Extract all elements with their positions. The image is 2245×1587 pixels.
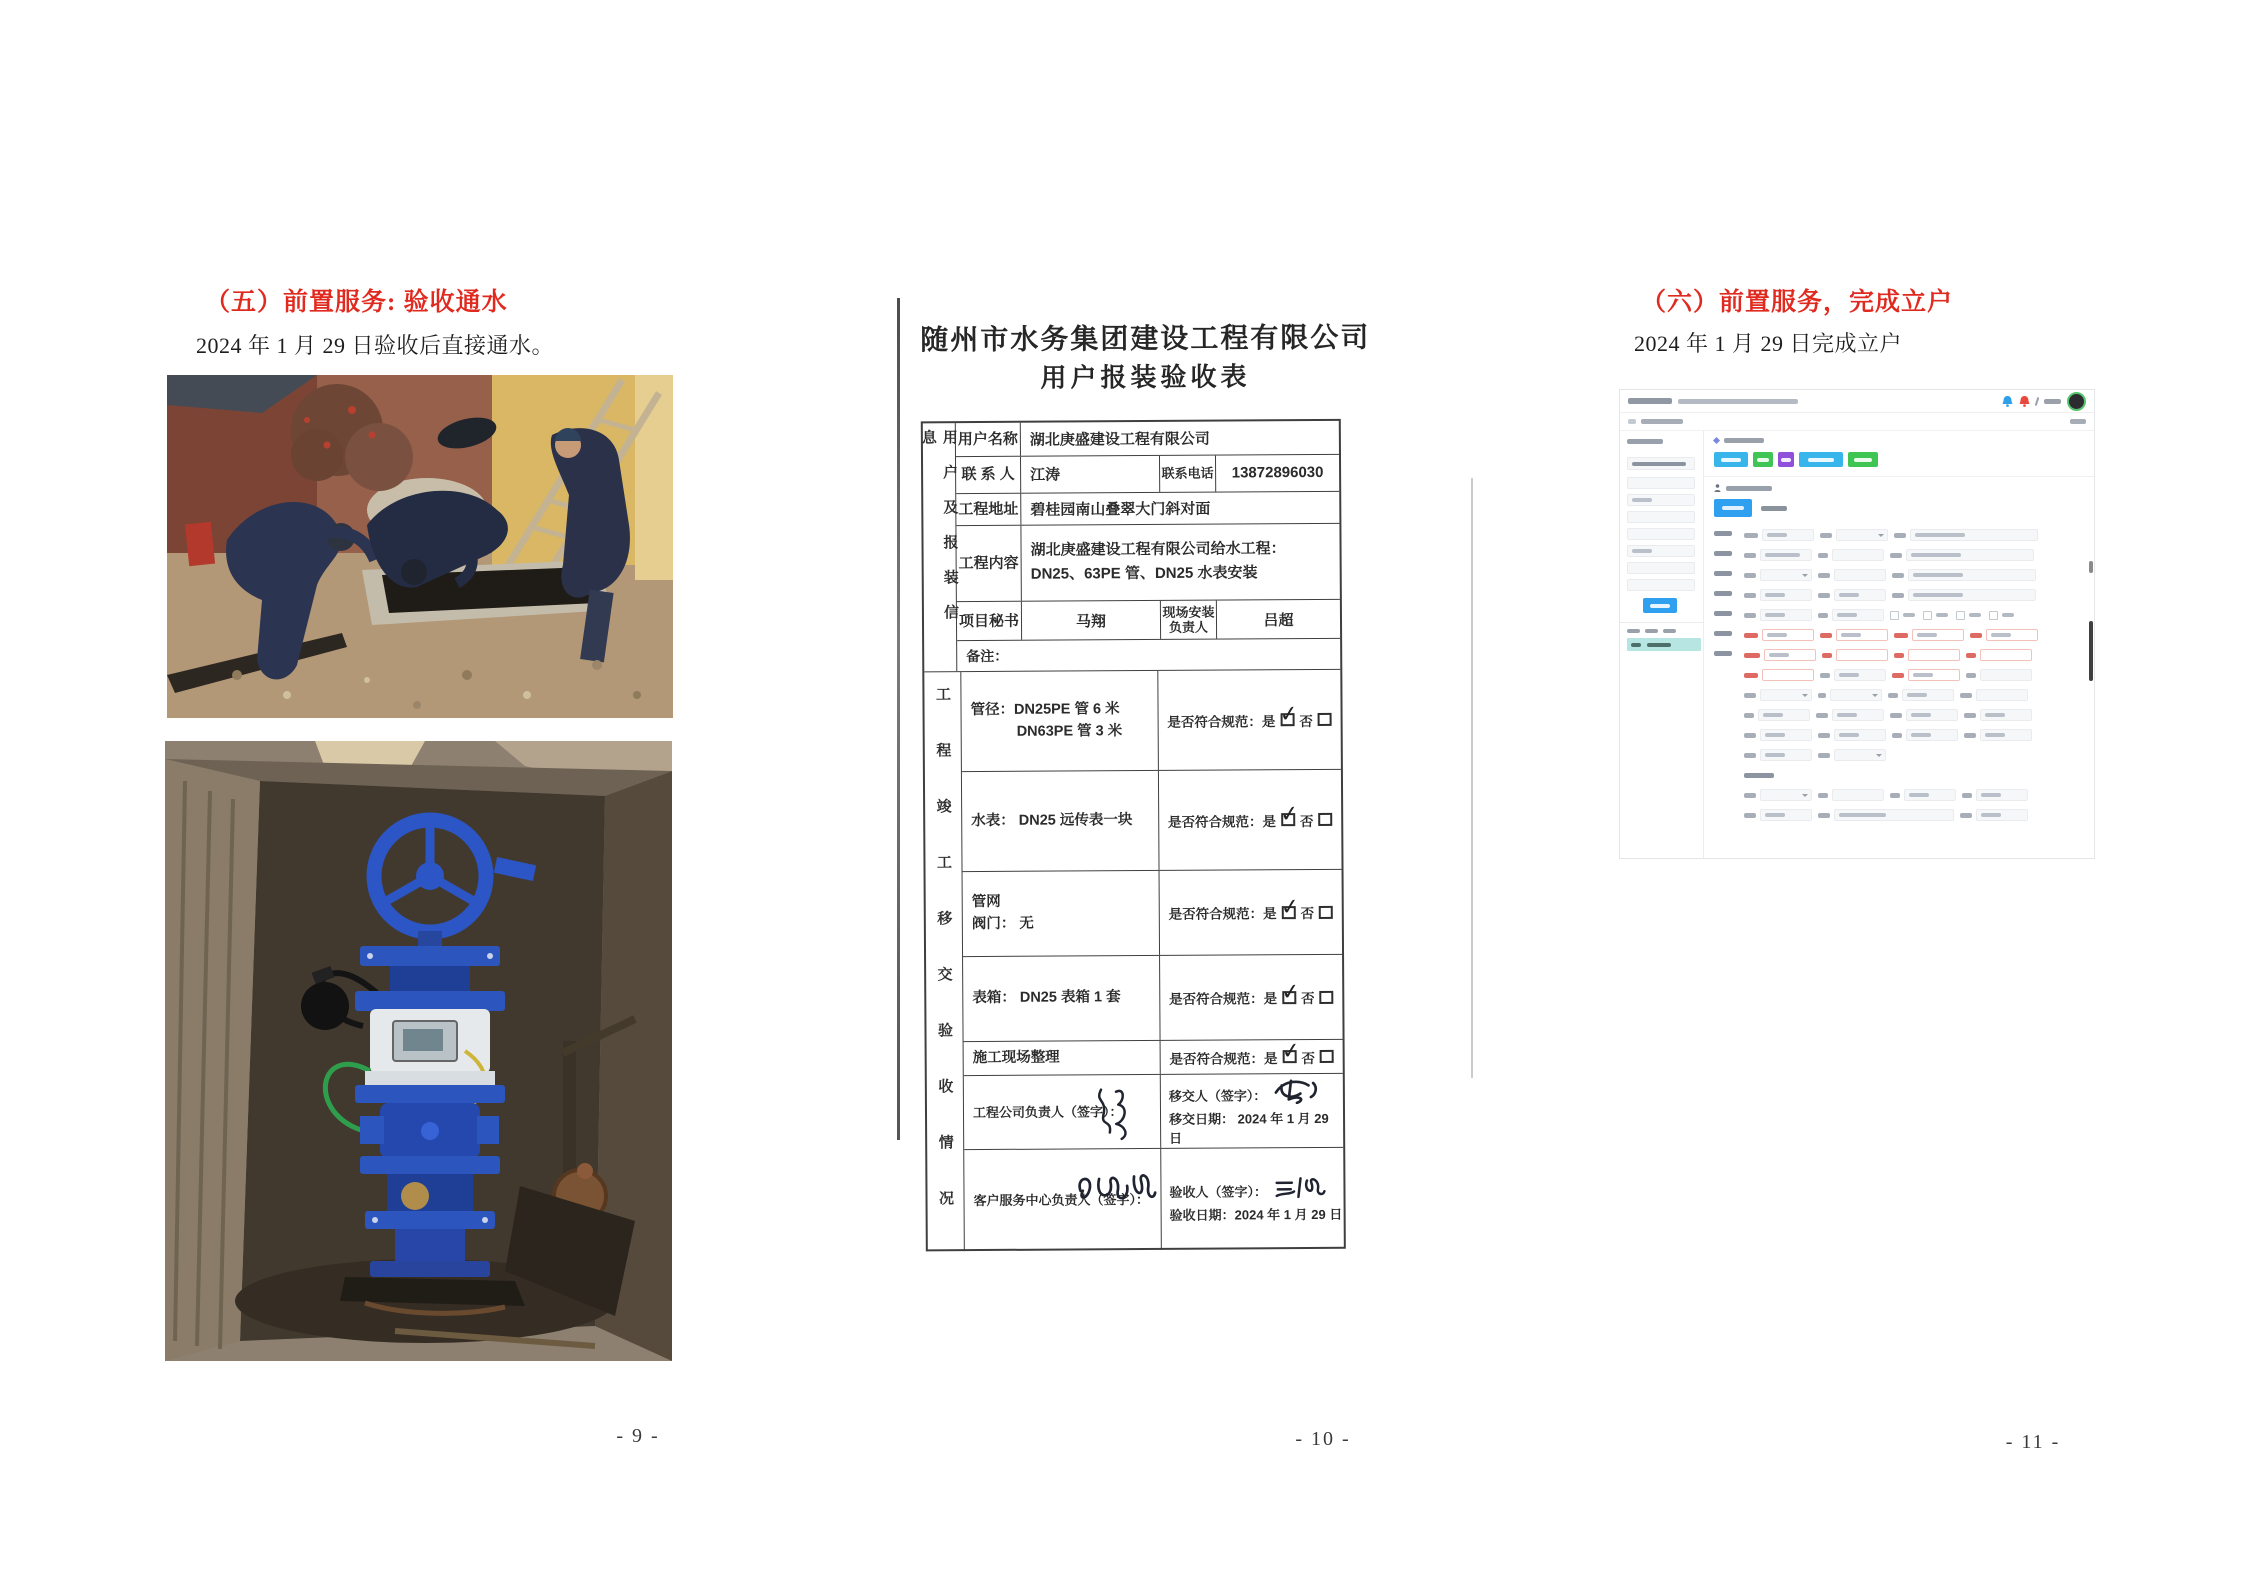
- field-label: [1744, 653, 1760, 658]
- help-text: [2070, 419, 2086, 424]
- app-title-text: [1678, 399, 1798, 404]
- sidebar-company-field: [1627, 457, 1695, 470]
- table-row: 项目秘书 马翔 现场安装 负责人 吕超: [957, 600, 1340, 641]
- field-input: [1906, 729, 1958, 741]
- sidebar-selected-row: [1627, 638, 1701, 651]
- field-input: [1980, 729, 2032, 741]
- field-label: [1818, 733, 1830, 738]
- checkbox-group: [1890, 611, 2018, 620]
- field-label: [1818, 753, 1830, 758]
- table-row: 工程公司负责人（签字）： 移交人（签字）： 移交日期： 2024 年 1 月 29 日: [964, 1074, 1343, 1150]
- form-field: [1744, 589, 1812, 601]
- chevron-down-icon: [1878, 534, 1884, 537]
- form-section-label: [1744, 765, 2084, 785]
- app-action-button: [1714, 452, 1748, 467]
- field-input: [1908, 589, 2036, 601]
- field-label: [1892, 593, 1904, 598]
- field-label: [1818, 693, 1826, 698]
- form-field: [1964, 709, 2032, 721]
- form-field: [1970, 629, 2038, 641]
- no-checkbox: [1320, 1050, 1334, 1063]
- form-field: [1744, 569, 1812, 581]
- chevron-down-icon: [1802, 694, 1808, 697]
- field-label: [1818, 793, 1828, 798]
- app-topbar: [1620, 390, 2094, 413]
- form-field: [1892, 589, 2036, 601]
- field-input: [1834, 729, 1886, 741]
- form-field-row: [1744, 745, 2084, 765]
- table-row: 客户服务中心负责人（签字）： 验收人（签字）： 验收日期：2024 年 1 月 29 日: [964, 1148, 1344, 1251]
- check-mark: ✓: [1277, 700, 1300, 728]
- notification-bell-red-icon: [2019, 395, 2030, 407]
- form-field: [1890, 789, 1956, 801]
- app-action-button: [1753, 452, 1773, 467]
- app-sidebar: [1620, 431, 1704, 859]
- field-input: [1758, 709, 1810, 721]
- no-checkbox: [1320, 990, 1334, 1003]
- field-label: [1818, 553, 1828, 558]
- field-input: [1908, 649, 1960, 661]
- table-row: 水表： DN25 远传表一块 是否符合规范：是 ✓ 否: [962, 770, 1342, 872]
- yes-checkbox-checked: [1278, 800, 1300, 828]
- side-label-handover: 工程竣工移交验收情况: [924, 672, 965, 1251]
- form-field: [1818, 689, 1882, 701]
- form-field: [1894, 649, 1960, 661]
- page-number-9: - 9 -: [616, 1425, 660, 1447]
- field-label: [1892, 673, 1904, 678]
- form-field-grid: [1744, 525, 2084, 825]
- tab-row: [1714, 499, 2084, 517]
- no-checkbox: [1318, 813, 1332, 826]
- field-input: [1760, 689, 1812, 701]
- form-field: [1818, 609, 1884, 621]
- field-input: [1908, 669, 1960, 681]
- field-label: [1962, 793, 1972, 798]
- photo-valve-pit: [165, 741, 672, 1361]
- divider-slash-icon: [2035, 396, 2040, 405]
- app-screenshot: [1619, 389, 2095, 859]
- form-field: [1818, 809, 1954, 821]
- chevron-down-icon: [1876, 754, 1882, 757]
- form-field-row: [1744, 525, 2084, 545]
- page-number-11: - 11 -: [2005, 1431, 2061, 1453]
- field-input: [1976, 809, 2028, 821]
- field-input: [1760, 809, 1812, 821]
- form-field-row: [1744, 585, 2084, 605]
- form-field: [1818, 549, 1884, 561]
- signature-service-manager: [1072, 1167, 1158, 1210]
- form-field: [1960, 689, 2028, 701]
- form-field: [1744, 529, 1814, 541]
- field-label: [1744, 553, 1756, 558]
- scan-right-edge-shadow: [1471, 478, 1473, 1078]
- field-label: [1744, 753, 1756, 758]
- section5-body-text: 2024 年 1 月 29 日验收后直接通水。: [196, 333, 555, 358]
- step-label: [1714, 591, 1732, 596]
- form-field: [1966, 649, 2032, 661]
- field-input: [1976, 789, 2028, 801]
- field-label: [1818, 573, 1830, 578]
- page-number-10: - 10 -: [1295, 1428, 1351, 1450]
- form-field-row: [1744, 785, 2084, 805]
- form-field-row: [1744, 545, 2084, 565]
- sidebar-filter-field: [1627, 528, 1695, 540]
- field-label: [1890, 713, 1902, 718]
- field-input: [1836, 649, 1888, 661]
- form-field-row: [1744, 565, 2084, 585]
- form-field-row: [1744, 625, 2084, 645]
- field-input: [1834, 749, 1886, 761]
- acceptance-table: [921, 419, 1346, 1252]
- form-field: [1894, 629, 1964, 641]
- field-label: [1816, 713, 1828, 718]
- step-label: [1714, 551, 1732, 556]
- form-field: [1964, 729, 2032, 741]
- form-field: [1816, 709, 1884, 721]
- field-input: [1908, 569, 2036, 581]
- form-field-row: [1744, 725, 2084, 745]
- table-row: 施工现场整理 是否符合规范：是 ✓ 否: [964, 1040, 1343, 1076]
- panel-section-title: [1714, 438, 2084, 443]
- field-label: [1744, 533, 1758, 538]
- form-field-row: [1744, 805, 2084, 825]
- field-label: [1888, 693, 1898, 698]
- field-label: [1890, 793, 1900, 798]
- field-label: [1744, 733, 1756, 738]
- field-label: [1818, 813, 1830, 818]
- sidebar-search-button: [1643, 598, 1677, 613]
- form-field: [1744, 609, 1812, 621]
- form-title: 用户报装验收表: [1040, 361, 1251, 393]
- field-label: [1894, 633, 1908, 638]
- check-mark: ✓: [1278, 800, 1300, 828]
- field-label: [1964, 733, 1976, 738]
- tab-active: [1714, 499, 1752, 517]
- field-input: [1910, 529, 2038, 541]
- step-label: [1714, 631, 1732, 636]
- sidebar-title-text: [1627, 439, 1663, 444]
- form-field: [1818, 569, 1886, 581]
- field-label: [1892, 733, 1902, 738]
- yes-checkbox-checked: [1279, 977, 1301, 1005]
- field-label: [1818, 613, 1828, 618]
- step-label: [1714, 651, 1732, 656]
- check-mark: ✓: [1279, 977, 1301, 1005]
- sidebar-filter-field: [1627, 545, 1695, 557]
- sidebar-filter-field: [1627, 494, 1695, 506]
- field-input: [1760, 589, 1812, 601]
- table-row: 工程地址 碧桂园南山叠翠大门斜对面: [956, 492, 1339, 526]
- field-label: [1744, 593, 1756, 598]
- field-input: [1836, 529, 1888, 541]
- form-field: [1744, 789, 1812, 801]
- section6-body-text: 2024 年 1 月 29 日完成立户: [1634, 331, 1903, 356]
- form-field-row: [1744, 705, 2084, 725]
- form-field: [1888, 689, 1954, 701]
- compliance-cell: 是否符合规范：是 ✓ 否: [1157, 670, 1341, 770]
- field-input: [1834, 809, 1954, 821]
- field-label: [1744, 713, 1754, 718]
- form-field-row: [1744, 605, 2084, 625]
- transfer-signature-cell: 移交人（签字）： 移交日期： 2024 年 1 月 29 日: [1160, 1074, 1343, 1148]
- field-label: [1966, 653, 1976, 658]
- form-field: [1960, 809, 2028, 821]
- form-field: [1890, 709, 1958, 721]
- field-input: [1760, 609, 1812, 621]
- field-input: [1832, 709, 1884, 721]
- form-field: [1744, 689, 1812, 701]
- form-field: [1744, 729, 1812, 741]
- app-logo: [1628, 398, 1672, 404]
- checkbox-icon: [1890, 611, 1899, 620]
- signature-company-manager: [1088, 1083, 1140, 1143]
- user-name-text: [2044, 399, 2061, 404]
- scanned-acceptance-form: [875, 253, 1421, 1316]
- table-row: 备注：: [966, 647, 1009, 665]
- field-label: [1894, 653, 1904, 658]
- form-field: [1818, 729, 1886, 741]
- table-row: 联 系 人 江涛 联系电话 13872896030: [956, 455, 1339, 494]
- field-label: [1744, 573, 1756, 578]
- app-action-button: [1848, 452, 1878, 467]
- compliance-cell: 是否符合规范：是 ✓ 否: [1160, 1040, 1343, 1074]
- app-breadcrumb-bar: [1620, 413, 2094, 431]
- field-label: [1894, 533, 1906, 538]
- sidebar-table-header: [1627, 629, 1696, 633]
- field-label: [1744, 613, 1756, 618]
- field-label: [1744, 633, 1758, 638]
- sidebar-filter-field: [1627, 579, 1695, 591]
- compliance-cell: 是否符合规范：是 ✓ 否: [1158, 770, 1342, 870]
- table-row: 管径：DN25PE 管 6 米 DN63PE 管 3 米 是否符合规范：是 ✓ 否: [961, 670, 1341, 772]
- form-field: [1744, 709, 1810, 721]
- field-input: [1832, 789, 1884, 801]
- diamond-icon: [1713, 437, 1720, 444]
- sidebar-filter-field: [1627, 562, 1695, 574]
- form-title-company: 随州市水务集团建设工程有限公司: [920, 321, 1371, 356]
- field-label: [1892, 573, 1904, 578]
- action-button-row: [1714, 452, 2084, 467]
- form-field: [1962, 789, 2028, 801]
- field-input: [1906, 709, 1958, 721]
- table-row: 管网 阀门： 无 是否符合规范：是 ✓ 否: [963, 870, 1343, 957]
- form-field: [1820, 629, 1888, 641]
- form-field: [1892, 729, 1958, 741]
- field-label: [1960, 693, 1972, 698]
- step-label-column: [1714, 525, 1744, 825]
- chevron-down-icon: [1872, 694, 1878, 697]
- field-input: [1760, 569, 1812, 581]
- checkbox-icon: [1989, 611, 1998, 620]
- form-field: [1818, 789, 1884, 801]
- field-label: [1960, 813, 1972, 818]
- field-label: [1744, 693, 1756, 698]
- field-label: [1822, 653, 1832, 658]
- form-field: [1744, 809, 1812, 821]
- form-field: [1818, 749, 1886, 761]
- acceptance-signature-cell: 验收人（签字）： 验收日期：2024 年 1 月 29 日: [1160, 1148, 1344, 1250]
- field-input: [1986, 629, 2038, 641]
- chevron-down-icon: [1802, 574, 1808, 577]
- person-icon: [1714, 484, 1721, 492]
- field-input: [1760, 729, 1812, 741]
- step-label: [1714, 571, 1732, 576]
- section5-heading: （五）前置服务: 验收通水: [205, 289, 508, 316]
- form-field: [1966, 669, 2032, 681]
- field-input: [1760, 549, 1812, 561]
- section6-heading: （六）前置服务，完成立户: [1641, 289, 1954, 316]
- step-label: [1714, 531, 1732, 536]
- field-input: [1760, 749, 1812, 761]
- field-label: [1744, 793, 1756, 798]
- field-input: [1832, 609, 1884, 621]
- field-input: [1976, 689, 2028, 701]
- home-icon: [1628, 419, 1636, 424]
- field-input: [1912, 629, 1964, 641]
- compliance-cell: 是否符合规范：是 ✓ 否: [1159, 870, 1343, 955]
- yes-checkbox-checked: [1277, 700, 1300, 728]
- scrollbar-thumb: [2089, 621, 2093, 681]
- form-field: [1744, 549, 1812, 561]
- field-input: [1762, 529, 1814, 541]
- side-label-user-info: 用户及报装信息: [923, 423, 958, 671]
- field-label: [1820, 673, 1830, 678]
- form-field: [1894, 529, 2038, 541]
- scrollbar-dot: [2089, 561, 2093, 573]
- field-input: [1904, 789, 1956, 801]
- yes-checkbox-checked: [1279, 1037, 1302, 1065]
- form-field: [1744, 669, 1814, 681]
- field-input: [1906, 549, 2034, 561]
- field-input: [1834, 589, 1886, 601]
- tab-basic-info-text: [1761, 506, 1787, 511]
- notification-bell-blue-icon: [2002, 395, 2013, 407]
- no-checkbox: [1319, 905, 1333, 918]
- field-label: [1964, 713, 1976, 718]
- form-field-row: [1744, 665, 2084, 685]
- check-mark: ✓: [1279, 1037, 1302, 1065]
- field-input: [1764, 649, 1816, 661]
- form-field: [1818, 589, 1886, 601]
- form-field: [1822, 649, 1888, 661]
- field-label: [1820, 633, 1832, 638]
- chevron-down-icon: [1802, 794, 1808, 797]
- form-field: [1744, 749, 1812, 761]
- field-label: [1744, 673, 1758, 678]
- sidebar-filter-field: [1627, 511, 1695, 523]
- form-field: [1820, 669, 1886, 681]
- photo-construction-site: [167, 375, 673, 718]
- field-input: [1834, 669, 1886, 681]
- field-input: [1980, 649, 2032, 661]
- check-mark: ✓: [1279, 892, 1301, 920]
- field-input: [1762, 669, 1814, 681]
- field-input: [1834, 569, 1886, 581]
- form-field: [1892, 569, 2036, 581]
- signature-transferor: [1270, 1075, 1322, 1103]
- form-field: [1744, 629, 1814, 641]
- field-input: [1832, 549, 1884, 561]
- field-input: [1836, 629, 1888, 641]
- form-field: [1820, 529, 1888, 541]
- avatar: [2067, 392, 2086, 411]
- table-row: 用户名称 湖北庚盛建设工程有限公司: [956, 421, 1339, 457]
- table-row: 表箱： DN25 表箱 1 套 是否符合规范：是 ✓ 否: [963, 955, 1343, 1042]
- field-label: [1970, 633, 1982, 638]
- no-checkbox: [1318, 713, 1332, 726]
- table-row: 工程内容 湖北庚盛建设工程有限公司给水工程： DN25、63PE 管、DN25 水表安装: [956, 523, 1339, 602]
- app-main-panel: [1704, 431, 2094, 859]
- field-input: [1762, 629, 1814, 641]
- app-action-button: [1799, 452, 1843, 467]
- step-label: [1714, 611, 1732, 616]
- field-label: [1890, 553, 1902, 558]
- field-input: [1980, 709, 2032, 721]
- field-label: [1744, 813, 1756, 818]
- form-field: [1892, 669, 1960, 681]
- compliance-cell: 是否符合规范：是 ✓ 否: [1159, 955, 1343, 1040]
- field-label: [1818, 593, 1830, 598]
- form-field-row: [1744, 685, 2084, 705]
- sidebar-filter-field: [1627, 477, 1695, 489]
- subsection-title: [1714, 484, 2084, 492]
- breadcrumb-text: [1641, 419, 1683, 424]
- app-action-button: [1778, 452, 1794, 467]
- signature-acceptor: [1271, 1174, 1327, 1200]
- field-input: [1760, 789, 1812, 801]
- field-input: [1980, 669, 2032, 681]
- field-input: [1902, 689, 1954, 701]
- checkbox-icon: [1923, 611, 1932, 620]
- form-field-row: [1744, 645, 2084, 665]
- field-label: [1820, 533, 1832, 538]
- checkbox-icon: [1956, 611, 1965, 620]
- yes-checkbox-checked: [1279, 892, 1301, 920]
- field-label: [1966, 673, 1976, 678]
- field-input: [1830, 689, 1882, 701]
- form-field: [1890, 549, 2034, 561]
- form-field: [1744, 649, 1816, 661]
